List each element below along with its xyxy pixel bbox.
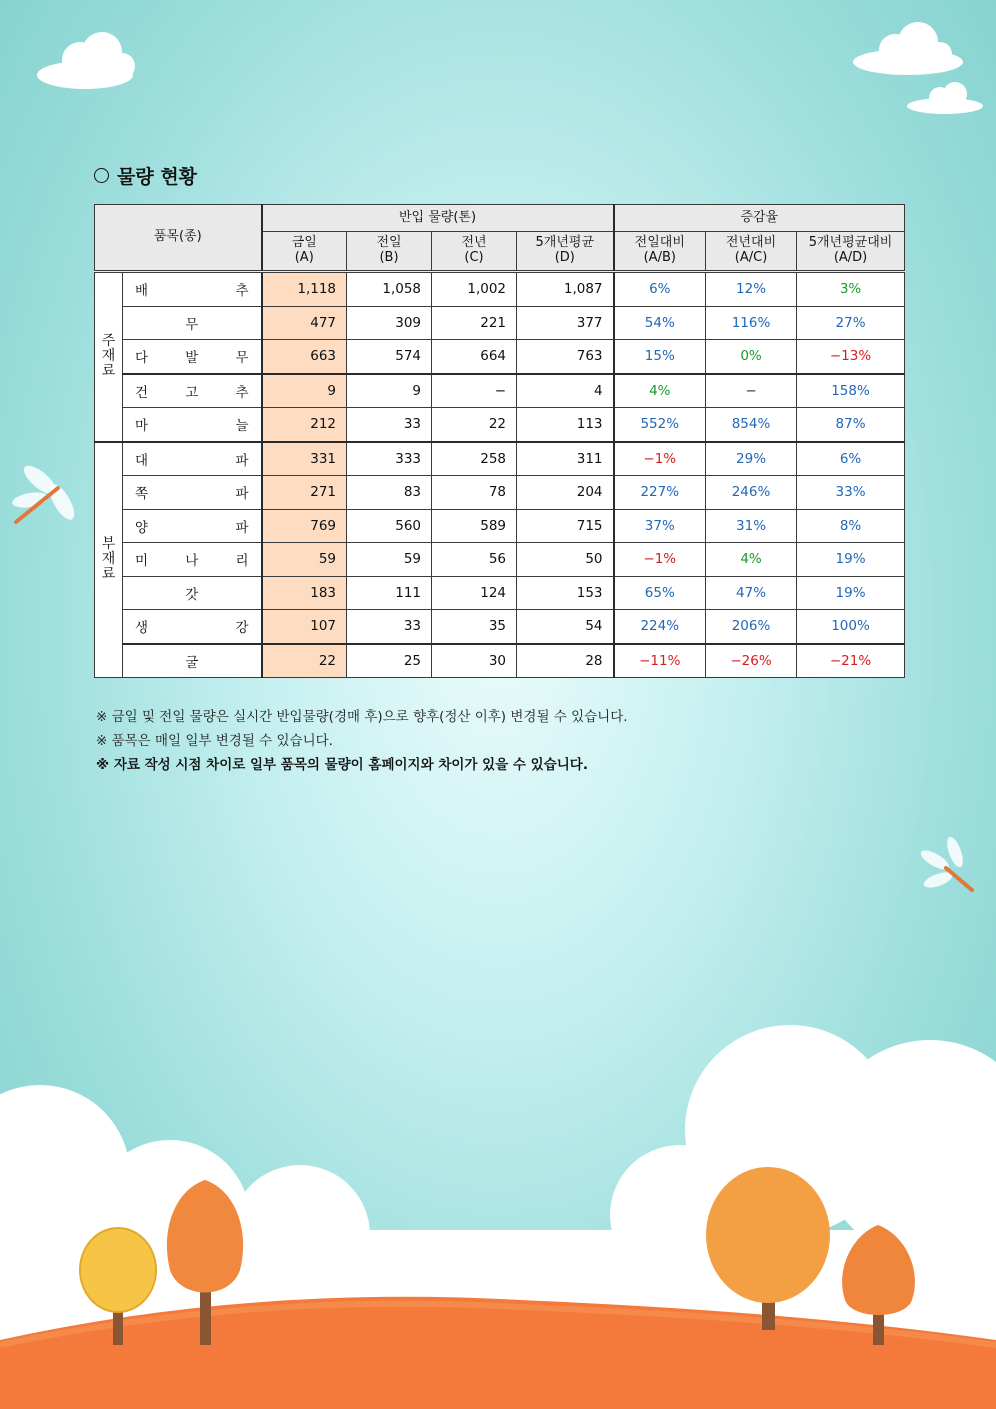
- footnote: ※ 품목은 매일 일부 변경될 수 있습니다.: [96, 733, 333, 749]
- rate-cell-ad: 27%: [797, 306, 905, 340]
- rate-cell-ab: −1%: [614, 442, 706, 476]
- item-name-char: 고: [185, 384, 199, 401]
- col-header-today: 금일 (A): [262, 232, 347, 272]
- rate-cell-ac: 29%: [706, 442, 797, 476]
- item-name-char: 무: [185, 316, 199, 333]
- table-row: [95, 610, 905, 644]
- header-volume-group: 반입 물량(톤): [262, 205, 614, 232]
- item-name-char: 갓: [185, 586, 199, 603]
- group-label-char: 재: [101, 348, 116, 365]
- volume-cell-d: 311: [517, 442, 614, 476]
- rate-cell-ad: 19%: [797, 576, 905, 610]
- item-name: [123, 306, 262, 340]
- rate-cell-ac: 12%: [706, 272, 797, 307]
- cloud-icon: [853, 22, 963, 75]
- col-header-5yr-avg: 5개년평균 (D): [517, 232, 614, 272]
- volume-cell-d: 50: [517, 543, 614, 577]
- volume-cell-c: 664: [432, 340, 517, 374]
- volume-cell-a: 769: [262, 509, 347, 543]
- group-label-char: 료: [101, 363, 116, 380]
- item-name-char: 쪽: [135, 486, 149, 503]
- volume-cell-a: 331: [262, 442, 347, 476]
- volume-cell-b: 33: [347, 408, 432, 442]
- group-label-char: 부: [101, 535, 116, 552]
- dragonfly-icon: [918, 835, 972, 891]
- item-name: [123, 408, 262, 442]
- rate-cell-ac: 246%: [706, 476, 797, 510]
- rate-cell-ad: 3%: [797, 272, 905, 307]
- item-name-char: 파: [235, 519, 249, 536]
- rate-cell-ab: −1%: [614, 543, 706, 577]
- item-name-char: 다: [135, 350, 149, 367]
- group-label-char: 재: [101, 551, 116, 568]
- item-name-char: 배: [135, 283, 149, 300]
- rate-cell-ab: 37%: [614, 509, 706, 543]
- rate-cell-ab: 65%: [614, 576, 706, 610]
- volume-cell-b: 333: [347, 442, 432, 476]
- volume-cell-d: 377: [517, 306, 614, 340]
- volume-cell-d: 28: [517, 644, 614, 678]
- col-header-prev-year: 전년 (C): [432, 232, 517, 272]
- volume-cell-b: 33: [347, 610, 432, 644]
- table-row: [95, 442, 905, 476]
- volume-cell-a: 9: [262, 374, 347, 408]
- item-name-char: 추: [235, 384, 249, 401]
- rate-cell-ab: −11%: [614, 644, 706, 678]
- volume-cell-a: 477: [262, 306, 347, 340]
- volume-cell-d: 763: [517, 340, 614, 374]
- volume-cell-d: 113: [517, 408, 614, 442]
- group-label: [95, 272, 123, 442]
- rate-cell-ac: 206%: [706, 610, 797, 644]
- item-name-char: 건: [135, 384, 149, 401]
- dragonfly-icon: [11, 461, 79, 523]
- table-row: [95, 476, 905, 510]
- volume-cell-c: −: [432, 374, 517, 408]
- volume-cell-d: 153: [517, 576, 614, 610]
- rate-cell-ab: 6%: [614, 272, 706, 307]
- item-name-char: 미: [135, 553, 149, 570]
- item-name-char: 굴: [185, 654, 199, 671]
- header-item: 품목(종): [95, 205, 262, 272]
- rate-cell-ac: 31%: [706, 509, 797, 543]
- item-name: [123, 374, 262, 408]
- col-header-vs-prev-day: 전일대비 (A/B): [614, 232, 706, 272]
- item-name-char: 대: [135, 452, 149, 469]
- rate-cell-ab: 552%: [614, 408, 706, 442]
- rate-cell-ab: 224%: [614, 610, 706, 644]
- col-header-vs-5yr-avg: 5개년평균대비 (A/D): [797, 232, 905, 272]
- volume-cell-b: 83: [347, 476, 432, 510]
- volume-cell-b: 574: [347, 340, 432, 374]
- rate-cell-ab: 4%: [614, 374, 706, 408]
- item-name-char: 무: [235, 350, 249, 367]
- volume-cell-a: 1,118: [262, 272, 347, 307]
- volume-cell-d: 715: [517, 509, 614, 543]
- volume-cell-a: 22: [262, 644, 347, 678]
- rate-cell-ab: 227%: [614, 476, 706, 510]
- item-name-char: 리: [235, 553, 249, 570]
- volume-cell-d: 54: [517, 610, 614, 644]
- volume-cell-c: 589: [432, 509, 517, 543]
- footnote: ※ 금일 및 전일 물량은 실시간 반입물량(경매 후)으로 향후(정산 이후) 변경될 수 있습니다.: [96, 709, 628, 725]
- volume-cell-d: 4: [517, 374, 614, 408]
- rate-cell-ad: −21%: [797, 644, 905, 678]
- item-name-char: 파: [235, 452, 249, 469]
- volume-cell-b: 560: [347, 509, 432, 543]
- volume-cell-c: 30: [432, 644, 517, 678]
- rate-cell-ad: 8%: [797, 509, 905, 543]
- volume-cell-c: 56: [432, 543, 517, 577]
- volume-cell-b: 9: [347, 374, 432, 408]
- item-name: [123, 610, 262, 644]
- footnotes: [96, 705, 628, 777]
- table-row: [95, 408, 905, 442]
- group-label-char: 주: [101, 332, 116, 349]
- volume-cell-d: 1,087: [517, 272, 614, 307]
- table-row: [95, 272, 905, 307]
- item-name-char: 양: [135, 519, 149, 536]
- rate-cell-ac: −: [706, 374, 797, 408]
- col-header-prev-day: 전일 (B): [347, 232, 432, 272]
- table-row: [95, 576, 905, 610]
- volume-cell-a: 271: [262, 476, 347, 510]
- rate-cell-ad: 6%: [797, 442, 905, 476]
- volume-cell-a: 183: [262, 576, 347, 610]
- volume-cell-a: 107: [262, 610, 347, 644]
- header-rate-group: 증감율: [614, 205, 905, 232]
- item-name-char: 강: [235, 620, 249, 637]
- rate-cell-ab: 54%: [614, 306, 706, 340]
- volume-cell-b: 309: [347, 306, 432, 340]
- footnote-bold: ※ 자료 작성 시점 차이로 일부 품목의 물량이 홈페이지와 차이가 있을 수 있습니다.: [96, 757, 588, 773]
- volume-cell-c: 124: [432, 576, 517, 610]
- rate-cell-ac: 4%: [706, 543, 797, 577]
- group-label-char: 료: [101, 566, 116, 583]
- cloud-icon: [907, 82, 983, 114]
- item-name: [123, 644, 262, 678]
- volume-cell-d: 204: [517, 476, 614, 510]
- rate-cell-ac: −26%: [706, 644, 797, 678]
- item-name: [123, 476, 262, 510]
- volume-cell-b: 111: [347, 576, 432, 610]
- item-name: [123, 272, 262, 307]
- section-title: [94, 162, 197, 189]
- item-name-char: 마: [135, 418, 149, 435]
- volume-cell-a: 663: [262, 340, 347, 374]
- volume-cell-b: 59: [347, 543, 432, 577]
- rate-cell-ad: 100%: [797, 610, 905, 644]
- rate-cell-ac: 116%: [706, 306, 797, 340]
- rate-cell-ac: 47%: [706, 576, 797, 610]
- table-row: [95, 340, 905, 374]
- group-label: [95, 442, 123, 678]
- cloud-icon: [37, 32, 135, 89]
- rate-cell-ac: 0%: [706, 340, 797, 374]
- volume-cell-a: 59: [262, 543, 347, 577]
- rate-cell-ad: 33%: [797, 476, 905, 510]
- table-row: [95, 509, 905, 543]
- volume-cell-c: 78: [432, 476, 517, 510]
- item-name-char: 추: [235, 283, 249, 300]
- table-row: [95, 306, 905, 340]
- item-name: [123, 442, 262, 476]
- table-row: [95, 374, 905, 408]
- section-title-text: 물량 현황: [117, 166, 198, 188]
- item-name: [123, 543, 262, 577]
- volume-cell-c: 22: [432, 408, 517, 442]
- volume-cell-c: 1,002: [432, 272, 517, 307]
- item-name-char: 발: [185, 350, 199, 367]
- item-name: [123, 509, 262, 543]
- rate-cell-ac: 854%: [706, 408, 797, 442]
- item-name-char: 나: [185, 553, 199, 570]
- item-name-char: 파: [235, 486, 249, 503]
- rate-cell-ab: 15%: [614, 340, 706, 374]
- volume-cell-c: 221: [432, 306, 517, 340]
- rate-cell-ad: −13%: [797, 340, 905, 374]
- volume-cell-a: 212: [262, 408, 347, 442]
- rate-cell-ad: 158%: [797, 374, 905, 408]
- item-name-char: 늘: [235, 418, 249, 435]
- table-row: [95, 644, 905, 678]
- volume-cell-b: 1,058: [347, 272, 432, 307]
- table-row: [95, 543, 905, 577]
- item-name-char: 생: [135, 620, 149, 637]
- item-name: [123, 576, 262, 610]
- item-name: [123, 340, 262, 374]
- volume-cell-b: 25: [347, 644, 432, 678]
- volume-cell-c: 35: [432, 610, 517, 644]
- rate-cell-ad: 19%: [797, 543, 905, 577]
- col-header-vs-prev-year: 전년대비 (A/C): [706, 232, 797, 272]
- volume-cell-c: 258: [432, 442, 517, 476]
- volume-table: [94, 204, 905, 678]
- circle-bullet-icon: [94, 168, 109, 183]
- rate-cell-ad: 87%: [797, 408, 905, 442]
